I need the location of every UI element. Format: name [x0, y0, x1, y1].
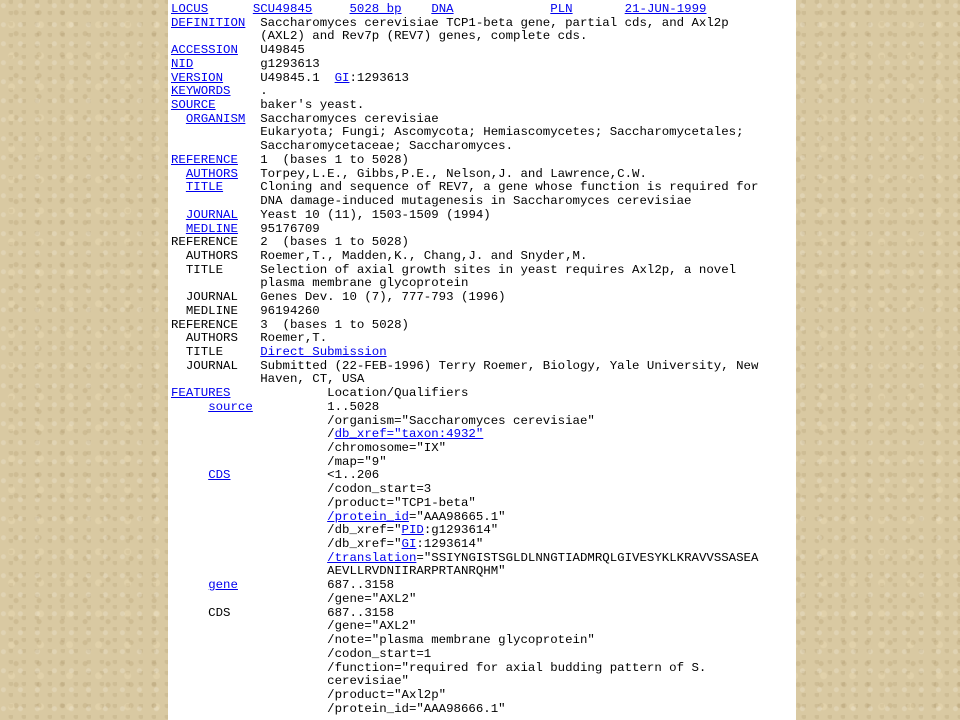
- link-scu49845[interactable]: SCU49845: [252, 2, 313, 16]
- record-line: [171, 524, 758, 538]
- record-text: /organism="Saccharomyces cerevisiae": [171, 413, 595, 428]
- record-text: Saccharomycetaceae; Saccharomyces.: [171, 139, 514, 154]
- record-text: cerevisiae": [171, 674, 409, 689]
- link-version[interactable]: VERSION: [171, 70, 224, 85]
- record-text: /gene="AXL2": [171, 619, 417, 634]
- record-line: [171, 113, 758, 127]
- record-line: [171, 3, 758, 17]
- record-text: Location/Qualifiers: [230, 386, 469, 401]
- record-line: [171, 195, 758, 209]
- link-direct-submission[interactable]: Direct Submission: [260, 344, 387, 359]
- record-text: AEVLLRVDNIIRARPRTANRQHM": [171, 564, 506, 579]
- record-text: [171, 468, 208, 482]
- link-accession[interactable]: ACCESSION: [171, 43, 238, 58]
- link-cds[interactable]: CDS: [208, 468, 231, 483]
- record-line: [171, 579, 758, 593]
- record-line: [171, 85, 758, 99]
- link-medline[interactable]: MEDLINE: [185, 221, 238, 236]
- record-line: [171, 689, 758, 703]
- record-line: [171, 634, 758, 648]
- record-line: [171, 360, 758, 374]
- record-text: 1..5028: [252, 399, 380, 414]
- record-text: <1..206: [230, 468, 380, 483]
- record-text: MEDLINE 96194260: [171, 303, 320, 318]
- record-line: [171, 456, 758, 470]
- record-text: [171, 180, 186, 194]
- record-text: /protein_id="AAA98666.1": [171, 701, 506, 716]
- record-line: [171, 593, 758, 607]
- record-text: U49845.1: [223, 70, 335, 85]
- link-dna[interactable]: DNA: [431, 2, 454, 16]
- record-text: 95176709: [237, 221, 320, 236]
- link-source[interactable]: source: [208, 399, 253, 414]
- record-text: /product="Axl2p": [171, 687, 447, 702]
- record-line: [171, 648, 758, 662]
- record-line: [171, 99, 758, 113]
- record-text: [171, 551, 327, 565]
- record-line: [171, 44, 758, 58]
- record-text: AUTHORS Roemer,T.: [171, 331, 328, 346]
- link-authors[interactable]: AUTHORS: [185, 166, 238, 181]
- record-text: [573, 2, 625, 16]
- record-line: [171, 346, 758, 360]
- record-line: [171, 620, 758, 634]
- record-line: [171, 264, 758, 278]
- record-line: [171, 538, 758, 552]
- record-text: AUTHORS Roemer,T., Madden,K., Chang,J. and Snyder,M.: [171, 248, 588, 263]
- link-reference[interactable]: REFERENCE: [171, 152, 238, 167]
- record-text: [171, 400, 208, 414]
- record-text: /: [171, 427, 335, 442]
- record-line: [171, 250, 758, 264]
- record-text: [171, 578, 208, 592]
- record-line: [171, 291, 758, 305]
- record-text: Eukaryota; Fungi; Ascomycota; Hemiascomycetes; Saccharomycetales;: [171, 125, 744, 140]
- record-text: 1 (bases 1 to 5028): [237, 152, 409, 167]
- link-pln[interactable]: PLN: [550, 2, 573, 16]
- record-line: [171, 58, 758, 72]
- record-line: [171, 469, 758, 483]
- record-text: ="SSIYNGISTSGLDLNNGTIADMRQLGIVESYKLKRAVVSSASEA: [416, 550, 759, 565]
- record-line: [171, 703, 758, 717]
- link-gene[interactable]: gene: [208, 578, 238, 593]
- record-text: TITLE: [171, 344, 261, 359]
- record-text: :g1293614": [423, 523, 499, 538]
- link-organism[interactable]: ORGANISM: [185, 111, 246, 126]
- record-text: /product="TCP1-beta": [171, 495, 476, 510]
- record-text: [171, 112, 186, 126]
- record-line: [171, 373, 758, 387]
- record-text: [402, 2, 432, 16]
- record-line: [171, 442, 758, 456]
- record-text: (AXL2) and Rev7p (REV7) genes, complete cds.: [171, 29, 588, 44]
- link-title[interactable]: TITLE: [185, 180, 224, 195]
- record-line: [171, 209, 758, 223]
- record-text: /codon_start=1: [171, 646, 432, 661]
- link-source[interactable]: SOURCE: [171, 98, 216, 113]
- genbank-record-panel: [168, 0, 796, 720]
- link-gi[interactable]: GI: [401, 537, 417, 552]
- record-text: [171, 510, 327, 524]
- record-line: [171, 154, 758, 168]
- record-text: /db_xref=": [171, 537, 402, 552]
- genbank-record-text: [171, 3, 758, 716]
- record-text: JOURNAL Genes Dev. 10 (7), 777-793 (1996): [171, 290, 506, 305]
- record-text: DNA damage-induced mutagenesis in Saccharomyces cerevisiae: [171, 194, 692, 209]
- record-text: /db_xref=": [171, 523, 402, 538]
- record-text: plasma membrane glycoprotein: [171, 276, 469, 291]
- record-text: .: [230, 84, 268, 99]
- record-line: [171, 140, 758, 154]
- record-text: REFERENCE 2 (bases 1 to 5028): [171, 235, 409, 250]
- record-text: /gene="AXL2": [171, 591, 417, 606]
- record-text: /note="plasma membrane glycoprotein": [171, 633, 595, 648]
- record-line: [171, 30, 758, 44]
- record-text: [171, 167, 186, 181]
- record-line: [171, 675, 758, 689]
- link-journal[interactable]: JOURNAL: [185, 207, 238, 222]
- record-text: 687..3158: [237, 578, 395, 593]
- link-features[interactable]: FEATURES: [171, 386, 231, 401]
- record-text: JOURNAL Submitted (22-FEB-1996) Terry Roemer, Biology, Yale University, New: [171, 358, 759, 373]
- record-text: /codon_start=3: [171, 482, 432, 497]
- record-line: [171, 415, 758, 429]
- record-line: [171, 305, 758, 319]
- link-pid[interactable]: PID: [401, 523, 424, 538]
- record-text: Torpey,L.E., Gibbs,P.E., Nelson,J. and Lawrence,C.W.: [237, 166, 647, 181]
- record-line: [171, 168, 758, 182]
- record-text: ="AAA98665.1": [408, 509, 506, 524]
- record-text: Yeast 10 (11), 1503-1509 (1994): [237, 207, 491, 222]
- record-line: [171, 236, 758, 250]
- record-text: /function="required for axial budding pattern of S.: [171, 660, 707, 675]
- record-line: [171, 277, 758, 291]
- link-21-jun-1999[interactable]: 21-JUN-1999: [624, 2, 707, 16]
- record-line: [171, 181, 758, 195]
- record-text: [171, 222, 186, 236]
- record-line: [171, 662, 758, 676]
- link-gi[interactable]: GI: [334, 70, 350, 85]
- link-locus[interactable]: LOCUS: [171, 2, 209, 16]
- record-text: [312, 2, 349, 16]
- record-line: [171, 565, 758, 579]
- record-text: [454, 2, 551, 16]
- record-line: [171, 428, 758, 442]
- link-protein-id[interactable]: /protein_id: [327, 509, 409, 524]
- record-line: [171, 511, 758, 525]
- link-nid[interactable]: NID: [171, 56, 194, 71]
- link-translation[interactable]: /translation: [327, 550, 417, 565]
- record-line: [171, 607, 758, 621]
- record-line: [171, 332, 758, 346]
- record-text: :1293614": [416, 537, 484, 552]
- record-line: [171, 72, 758, 86]
- record-text: :1293613: [349, 70, 409, 85]
- link-keywords[interactable]: KEYWORDS: [171, 84, 231, 99]
- link-db-xref-taxon-4932[interactable]: db_xref="taxon:4932": [334, 427, 484, 442]
- record-line: [171, 126, 758, 140]
- link-5028-bp[interactable]: 5028 bp: [349, 2, 402, 16]
- record-text: Haven, CT, USA: [171, 372, 365, 387]
- record-line: [171, 497, 758, 511]
- record-line: [171, 319, 758, 333]
- record-line: [171, 17, 758, 31]
- record-text: U49845: [237, 43, 305, 58]
- record-line: [171, 223, 758, 237]
- record-line: [171, 387, 758, 401]
- record-line: [171, 552, 758, 566]
- record-text: REFERENCE 3 (bases 1 to 5028): [171, 317, 409, 332]
- record-text: g1293613: [193, 56, 320, 71]
- record-text: TITLE Selection of axial growth sites in yeast requires Axl2p, a novel: [171, 262, 737, 277]
- record-text: [171, 208, 186, 222]
- record-text: [208, 2, 253, 16]
- record-text: Saccharomyces cerevisiae TCP1-beta gene, partial cds, and Axl2p: [245, 15, 729, 30]
- link-definition[interactable]: DEFINITION: [171, 15, 246, 30]
- record-text: Cloning and sequence of REV7, a gene whose function is required for: [223, 180, 759, 195]
- record-text: /chromosome="IX": [171, 441, 447, 455]
- record-line: [171, 401, 758, 415]
- record-text: baker's yeast.: [215, 98, 365, 113]
- record-text: Saccharomyces cerevisiae: [245, 111, 439, 126]
- record-line: [171, 483, 758, 497]
- record-text: CDS 687..3158: [171, 605, 395, 620]
- record-text: /map="9": [171, 454, 387, 469]
